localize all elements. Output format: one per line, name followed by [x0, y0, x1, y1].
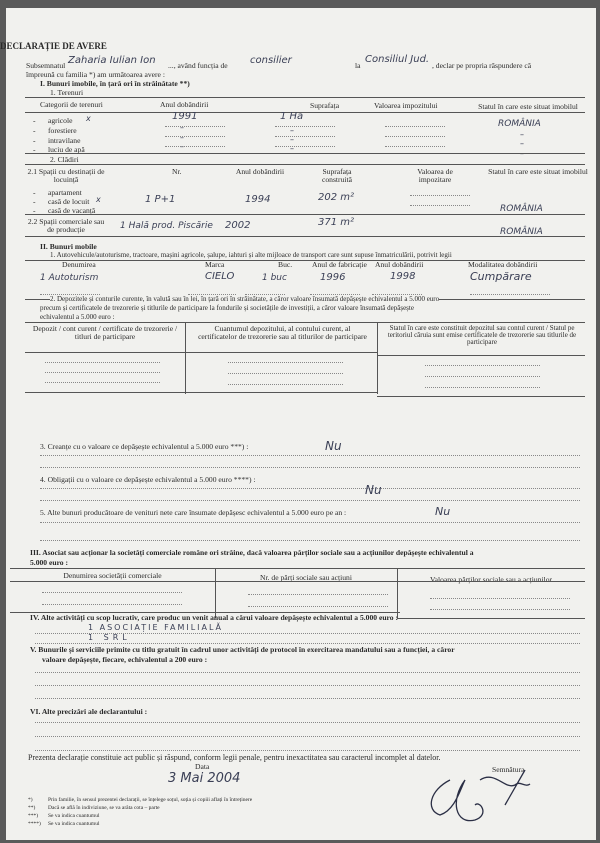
footnote-mark: ****)	[28, 821, 41, 827]
dotted-field	[410, 205, 470, 206]
declar-label: , declar pe propria răspundere că	[432, 61, 532, 70]
dotted-field	[40, 500, 580, 501]
casa-nr: 1 P+1	[145, 194, 176, 205]
casa-anul: 1994	[245, 194, 271, 205]
signature	[420, 760, 560, 830]
col-header: Buc.	[278, 260, 293, 269]
dotted-field	[228, 362, 343, 363]
data-value: 3 Mai 2004	[168, 771, 241, 786]
dotted-field	[35, 698, 580, 699]
divider	[25, 153, 585, 154]
dotted-field	[248, 606, 388, 607]
section-5-heading: V. Bunurile și serviciile primite cu titlu gratuit în cadrul unor activități de protocol în exercitarea mandatului sau a funcției, a căror	[30, 645, 455, 654]
col-header: Cuantumul depozitului, al contului curent, al certificatelor de trezorerie sau al titlurilor de participare	[198, 324, 367, 341]
section-5-heading-cont: valoare depășește, fiecare, echivalentul a 200 euro :	[42, 655, 208, 664]
row-dash: -	[33, 126, 36, 135]
familia-line: împreună cu familia *) am următoarea avere :	[26, 70, 165, 79]
table-border	[10, 581, 585, 582]
dash-value: –	[290, 144, 294, 153]
footnote-text: Se va indica cuantumul	[48, 813, 100, 819]
auto-denumire: 1 Autoturism	[40, 273, 99, 283]
dash-value: –	[520, 139, 524, 148]
dash-value: –	[520, 149, 524, 158]
depozite-text-2: precum și certificatele de trezorerie și titlurile de participare la fondurile și societățile de investiții, a căror valoare însumată depășește	[40, 304, 414, 312]
comercial-anul: 2002	[225, 220, 251, 231]
col-header: Statul în care este situat imobilul	[478, 102, 578, 111]
subsemnatul-label: Subsemnatul	[26, 61, 66, 70]
obligatii-value: Nu	[365, 483, 382, 497]
col-header: Valoarea de impozitare	[417, 167, 453, 184]
building-type: casă de vacanță	[48, 206, 96, 215]
dash-value: –	[180, 133, 184, 142]
table-border	[25, 322, 585, 323]
section-2-heading: II. Bunuri mobile	[40, 242, 97, 251]
dash-value: –	[290, 126, 294, 135]
table-border	[10, 568, 585, 569]
row-dash: -	[33, 136, 36, 145]
la-label: la	[355, 61, 361, 70]
alte-bunuri-label: 5. Alte bunuri producătoare de venituri nete care însumate depășesc echivalentul a 5.000 euro pe an :	[40, 508, 347, 517]
category-label: luciu de apă	[48, 145, 85, 154]
dotted-field	[385, 136, 445, 137]
col-header: Denumirea societății comerciale	[63, 571, 162, 580]
dotted-field	[35, 672, 580, 673]
dotted-field	[470, 294, 550, 295]
casa-stat: ROMÂNIA	[500, 204, 543, 214]
dotted-field	[40, 522, 580, 523]
comercial-stat: ROMÂNIA	[500, 227, 543, 237]
page-title: DECLARAȚIE DE AVERE	[0, 41, 107, 51]
category-label: forestiere	[48, 126, 77, 135]
activitate-item: 1 SRL	[88, 633, 131, 642]
category-label: agricole	[48, 116, 73, 125]
row-dash: -	[33, 197, 36, 206]
footnote-text: Se va indica cuantumul	[48, 821, 100, 827]
section-3-heading-cont: 5.000 euro :	[30, 558, 69, 567]
auto-buc: 1 buc	[262, 273, 287, 283]
col-header: Statul în care este situat imobilul	[488, 167, 588, 176]
section-1-heading: I. Bunuri imobile, în țară ori în străinătate **)	[40, 79, 190, 88]
checkbox-mark: x	[86, 114, 91, 123]
table-border	[377, 396, 585, 397]
dotted-field	[45, 372, 160, 373]
dotted-field	[385, 146, 445, 147]
activitate-item: 1 ASOCIAȚIE FAMILIALĂ	[88, 623, 223, 632]
dotted-field	[430, 609, 570, 610]
dotted-field	[42, 592, 182, 593]
col-header: Categorii de terenuri	[40, 100, 103, 109]
row-dash: -	[33, 206, 36, 215]
dotted-field	[45, 362, 160, 363]
terenuri-stat: ROMÂNIA	[498, 119, 541, 129]
row-dash: -	[33, 116, 36, 125]
casa-suprafata: 202 m²	[318, 192, 355, 203]
col-header: Anul dobândirii	[375, 260, 424, 269]
closing-statement: Prezenta declarație constituie act public și răspund, conform legii penale, pentru inexactitatea sau caracterul incomplet al datelor.	[28, 753, 441, 762]
alte-bunuri-value: Nu	[435, 505, 451, 518]
divider	[25, 112, 585, 113]
dash-value: –	[290, 135, 294, 144]
semnatura-label: Semnătura	[492, 765, 525, 774]
table-border	[377, 322, 378, 394]
terenuri-suprafata: 1 Ha	[280, 111, 304, 122]
depozite-text-3: echivalentul a 5.000 euro :	[40, 313, 115, 321]
dotted-field	[275, 136, 335, 137]
auto-an-dobandire: 1998	[390, 271, 416, 282]
divider	[25, 236, 585, 237]
dotted-field	[385, 126, 445, 127]
dotted-field	[165, 136, 225, 137]
col-header: Anul dobândirii	[160, 100, 209, 109]
data-label: Data	[195, 762, 210, 771]
dotted-field	[40, 467, 580, 468]
spatii-locuinta-label: 2.1 Spații cu destinații de locuință	[27, 167, 105, 184]
building-type: casă de locuit	[48, 197, 90, 206]
dotted-field	[35, 643, 580, 644]
col-header: Suprafața construită	[322, 167, 352, 184]
auto-an-fabricatie: 1996	[320, 272, 346, 283]
table-border	[377, 355, 585, 356]
col-header: Nr. de părți sociale sau acțiuni	[260, 573, 352, 582]
row-dash: -	[33, 188, 36, 197]
row-dash: -	[33, 145, 36, 154]
col-header: Denumirea	[62, 260, 96, 269]
functie-value: consilier	[250, 55, 292, 66]
divider	[25, 214, 585, 215]
dash-value: –	[520, 130, 524, 139]
divider	[25, 97, 585, 98]
section-6-heading: VI. Alte precizări ale declarantului :	[30, 707, 148, 716]
dash-value: –	[180, 123, 184, 132]
dotted-field	[275, 126, 335, 127]
comercial-suprafata: 371 m²	[318, 217, 355, 228]
creante-label: 3. Creanțe cu o valoare ce depășește echivalentul a 5.000 euro ***) :	[40, 442, 249, 451]
col-header: Valoarea părților sociale sau a acțiunilor	[429, 575, 553, 584]
table-border	[25, 392, 377, 393]
col-header: Marca	[205, 260, 225, 269]
dotted-field	[228, 384, 343, 385]
col-header: Suprafața	[310, 101, 340, 110]
table-border	[397, 618, 585, 619]
dash-value: –	[180, 142, 184, 151]
spatii-comerciale-label: 2.2 Spații comerciale sau de producție	[27, 217, 105, 234]
col-header: Nr.	[172, 167, 182, 176]
dotted-field	[45, 382, 160, 383]
footnote-text: Prin familie, în sensul prezentei declarații, se înțelege soțul, soția și copiii aflați în întreținere	[48, 797, 253, 803]
institutie-value: Consiliul Jud.	[365, 54, 430, 65]
obligatii-label: 4. Obligații cu o valoare ce depășește echivalentul a 5.000 euro ****) :	[40, 475, 256, 484]
dotted-field	[42, 604, 182, 605]
terenuri-heading: 1. Terenuri	[50, 88, 84, 97]
dotted-field	[430, 598, 570, 599]
col-header: Anul dobândirii	[235, 167, 285, 176]
dotted-field	[425, 365, 540, 366]
dotted-field	[40, 540, 580, 541]
dotted-field	[35, 736, 580, 737]
declarant-name: Zaharia Iulian Ion	[68, 55, 156, 66]
dotted-field	[275, 146, 335, 147]
cladiri-heading: 2. Clădiri	[50, 155, 79, 164]
functie-label: ..., având funcția de	[168, 61, 228, 70]
dotted-field	[40, 455, 580, 456]
auto-marca: CIELO	[205, 271, 235, 282]
dotted-field	[165, 146, 225, 147]
col-header: Depozit / cont curent / certificate de trezorerie / titluri de participare	[32, 324, 178, 341]
footnote-mark: *)	[28, 797, 33, 803]
dotted-field	[35, 750, 580, 751]
col-header: Valoarea impozitului	[374, 101, 438, 110]
footnote-text: Dacă se află în indiviziune, se va arăta cota – parte	[48, 805, 160, 811]
col-header: Anul de fabricație	[312, 260, 367, 269]
dotted-field	[425, 376, 540, 377]
dotted-field	[248, 594, 388, 595]
dotted-field	[228, 373, 343, 374]
table-border	[25, 352, 377, 353]
dotted-field	[425, 387, 540, 388]
checkbox-mark: x	[96, 195, 101, 204]
building-type: apartament	[48, 188, 82, 197]
dotted-field	[40, 488, 580, 489]
dotted-field	[410, 195, 470, 196]
col-header: Modalitatea dobândirii	[468, 260, 538, 269]
divider	[25, 164, 585, 165]
auto-modalitate: Cumpărare	[470, 270, 532, 283]
depozite-text-1: 2. Depozitele și conturile curente, în valută sau în lei, în țară ori în străinătate, a căror valoare însumată depășește echivalentul a 5.000 euro	[50, 295, 440, 303]
section-4-heading: IV. Alte activități cu scop lucrativ, care produc un venit anual a cărui valoare depășește echivalentul a 5.000 euro :	[30, 613, 399, 622]
comercial-nr: 1 Hală prod. Piscărie	[120, 221, 213, 231]
dotted-field	[35, 685, 580, 686]
section-3-heading: III. Asociat sau acționar la societăți comerciale române ori străine, dacă valoarea părților sociale sau a acțiunilor depășește echivalentul a	[30, 548, 474, 557]
table-border	[185, 322, 186, 394]
autovehicule-heading: 1. Autovehicule/autoturisme, tractoare, mașini agricole, șalupe, iahturi și alte mijloace de transport care sunt supuse înmatriculării, potrivit legii	[50, 251, 452, 259]
footnote-mark: **)	[28, 805, 36, 811]
dotted-field	[35, 722, 580, 723]
footnote-mark: ***)	[28, 813, 39, 819]
col-header: Statul în care este constituit depozitul sau contul curent / Statul pe teritoriul căruia sunt emise certificatele de trezorerie sau titlurile de participare	[387, 324, 577, 346]
dotted-field	[165, 126, 225, 127]
terenuri-anul: 1991	[172, 111, 198, 122]
creante-value: Nu	[325, 439, 342, 453]
category-label: intravilane	[48, 136, 81, 145]
